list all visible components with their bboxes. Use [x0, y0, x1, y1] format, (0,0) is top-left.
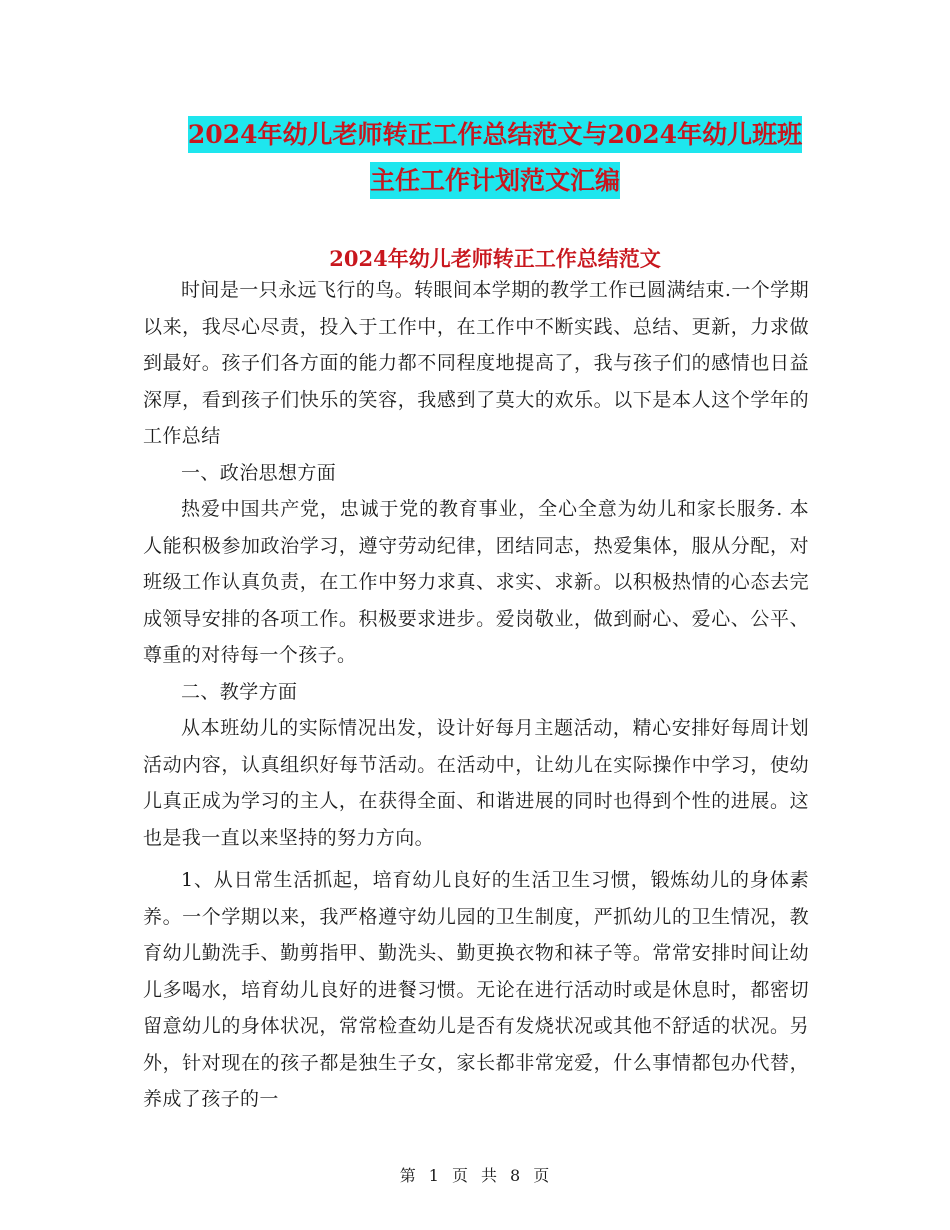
page-footer: [0, 1163, 950, 1186]
title-line-1: 2024年幼儿老师转正工作总结范文与2024年幼儿班班: [188, 116, 802, 153]
footer-total-pages: 8: [510, 1166, 522, 1185]
paragraph-politics: 热爱中国共产党，忠诚于党的教育事业，全心全意为幼儿和家长服务. 本人能积极参加政治学习，遵守劳动纪律，团结同志，热爱集体，服从分配，对班级工作认真负责，在工作中努力求真、求实、求新。以积极热情的心态去完成领导安排的各项工作。积极要求进步。爱岗敬业，做到耐心、爱心、公平、尊重的对待每一个孩子。: [143, 498, 809, 666]
footer-total-word: 共: [481, 1166, 499, 1185]
section-title: 2024年幼儿老师转正工作总结范文: [329, 246, 661, 271]
footer-current-page: 1: [428, 1166, 440, 1185]
heading-politics: 一、政治思想方面: [181, 461, 337, 484]
footer-suffix: 页: [533, 1166, 551, 1185]
paragraph-daily-life: 1、从日常生活抓起，培育幼儿良好的生活卫生习惯，锻炼幼儿的身体素养。一个学期以来，我严格遵守幼儿园的卫生制度，严抓幼儿的卫生情况，教育幼儿勤洗手、勤剪指甲、勤洗头、勤更换衣物和袜子等。常常安排时间让幼儿多喝水，培育幼儿良好的进餐习惯。无论在进行活动时或是休息时，都密切留意幼儿的身体状况，常常检查幼儿是否有发烧状况或其他不舒适的状况。另外，针对现在的孩子都是独生子女，家长都非常宠爱，什么事情都包办代替，养成了孩子的一: [143, 869, 809, 1110]
document-title: [140, 112, 850, 204]
footer-prefix: 第: [399, 1166, 417, 1185]
paragraph-teaching: 从本班幼儿的实际情况出发，设计好每月主题活动，精心安排好每周计划活动内容，认真组织好每节活动。在活动中，让幼儿在实际操作中学习，使幼儿真正成为学习的主人，在获得全面、和谐进展的同时也得到个性的进展。这也是我一直以来坚持的努力方向。: [143, 717, 809, 849]
body-text: [143, 272, 809, 1118]
footer-page-word: 页: [451, 1166, 469, 1185]
title-line-2: 主任工作计划范文汇编: [370, 162, 620, 199]
heading-teaching: 二、教学方面: [181, 680, 298, 703]
paragraph-intro: 时间是一只永远飞行的鸟。转眼间本学期的教学工作已圆满结束.一个学期以来，我尽心尽责，投入于工作中，在工作中不断实践、总结、更新，力求做到最好。孩子们各方面的能力都不同程度地提高了，我与孩子们的感情也日益深厚，看到孩子们快乐的笑容，我感到了莫大的欢乐。以下是本人这个学年的工作总结: [143, 279, 809, 447]
